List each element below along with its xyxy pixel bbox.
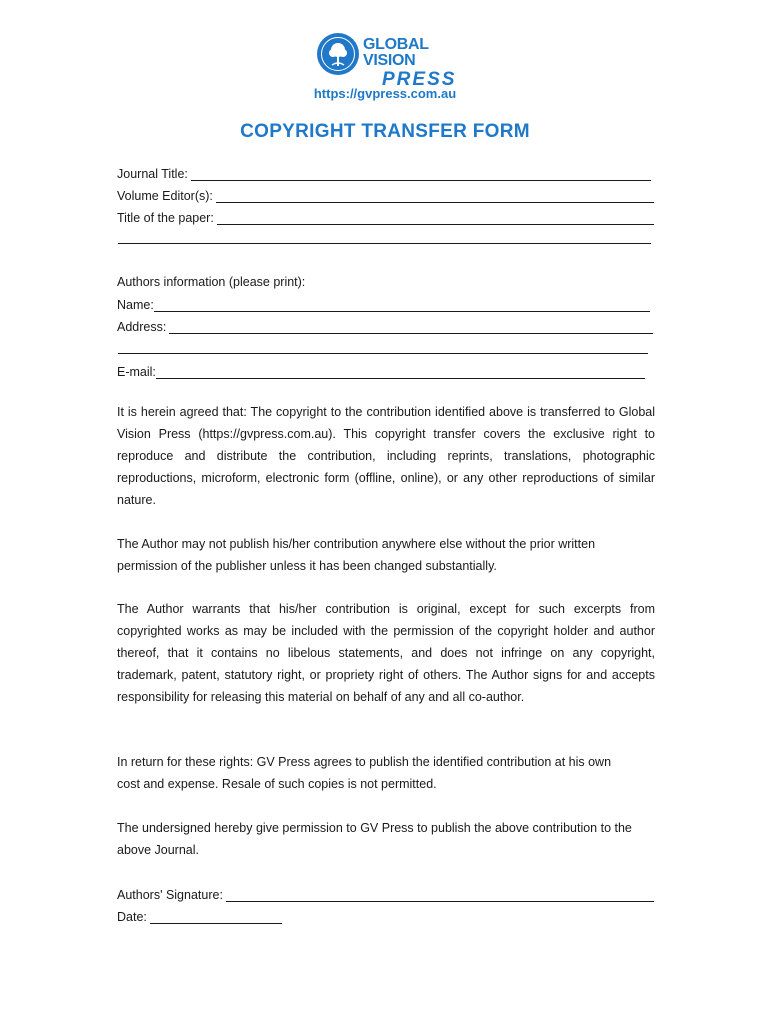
journal-title-line[interactable]: [191, 168, 651, 181]
authors-info-label: Authors information (please print):: [117, 275, 306, 289]
volume-editors-line[interactable]: [216, 190, 654, 203]
journal-title-field[interactable]: [117, 163, 651, 181]
name-field[interactable]: [117, 294, 650, 312]
journal-title-label: Journal Title:: [117, 167, 188, 181]
paper-title-line[interactable]: [217, 212, 654, 225]
logo-wordmark: [363, 37, 466, 89]
agreement-paragraph: It is herein agreed that: The copyright to the contribution identified above is transferred to Global Vision Press (https://gvpress.com.au). This copyright transfer covers the exclusive right to reproduce and distribute the contribution, including reprints, translations, photographic reproductions, microform, electronic form (offline, online), or any other reproductions of similar nature.: [117, 405, 655, 507]
publisher-url[interactable]: https://gvpress.com.au: [313, 86, 457, 101]
publisher-obligation-paragraph: In return for these rights: GV Press agrees to publish the identified contribution at his own cost and expense. Resale of such copies is not permitted.: [117, 755, 612, 791]
address-field[interactable]: [117, 316, 653, 334]
global-vision-press-logo: [316, 31, 466, 90]
signature-line[interactable]: [226, 889, 654, 902]
logo-line-1: GLOBAL VISION: [363, 36, 429, 69]
signature-label: Authors' Signature:: [117, 888, 223, 902]
date-field[interactable]: [117, 906, 282, 924]
name-label: Name:: [117, 298, 154, 312]
address-line[interactable]: [169, 321, 653, 334]
paper-title-label: Title of the paper:: [117, 211, 214, 225]
email-label: E-mail:: [117, 365, 156, 379]
address-line-2[interactable]: [118, 353, 648, 354]
address-label: Address:: [117, 320, 167, 334]
logo-line-2: PRESS: [382, 69, 457, 90]
permission-paragraph: The undersigned hereby give permission to GV Press to publish the above contribution to the above Journal.: [117, 821, 632, 857]
publication-restriction-paragraph: The Author may not publish his/her contribution anywhere else without the prior written permission of the publisher unless it has been changed substantially.: [117, 537, 596, 573]
form-title: COPYRIGHT TRANSFER FORM: [240, 121, 530, 142]
email-line[interactable]: [156, 366, 645, 379]
paper-title-field[interactable]: [117, 207, 654, 225]
name-line[interactable]: [154, 299, 650, 312]
globe-tree-icon: [316, 32, 360, 76]
author-warranty-paragraph: The Author warrants that his/her contribution is original, except for such excerpts from copyrighted works as may be included with the permission of the copyright holder and author thereof, that it contains no libelous statements, and does not infringe on any copyright, trademark, patent, statutory right, or propriety right of others. The Author signs for and accepts responsibility for releasing this material on behalf of any and all co-author.: [117, 602, 655, 704]
email-field[interactable]: [117, 361, 645, 379]
date-label: Date:: [117, 910, 147, 924]
volume-editors-label: Volume Editor(s):: [117, 189, 213, 203]
paper-title-line-2[interactable]: [118, 243, 651, 244]
date-line[interactable]: [150, 911, 282, 924]
signature-field[interactable]: [117, 884, 654, 902]
volume-editors-field[interactable]: [117, 185, 654, 203]
